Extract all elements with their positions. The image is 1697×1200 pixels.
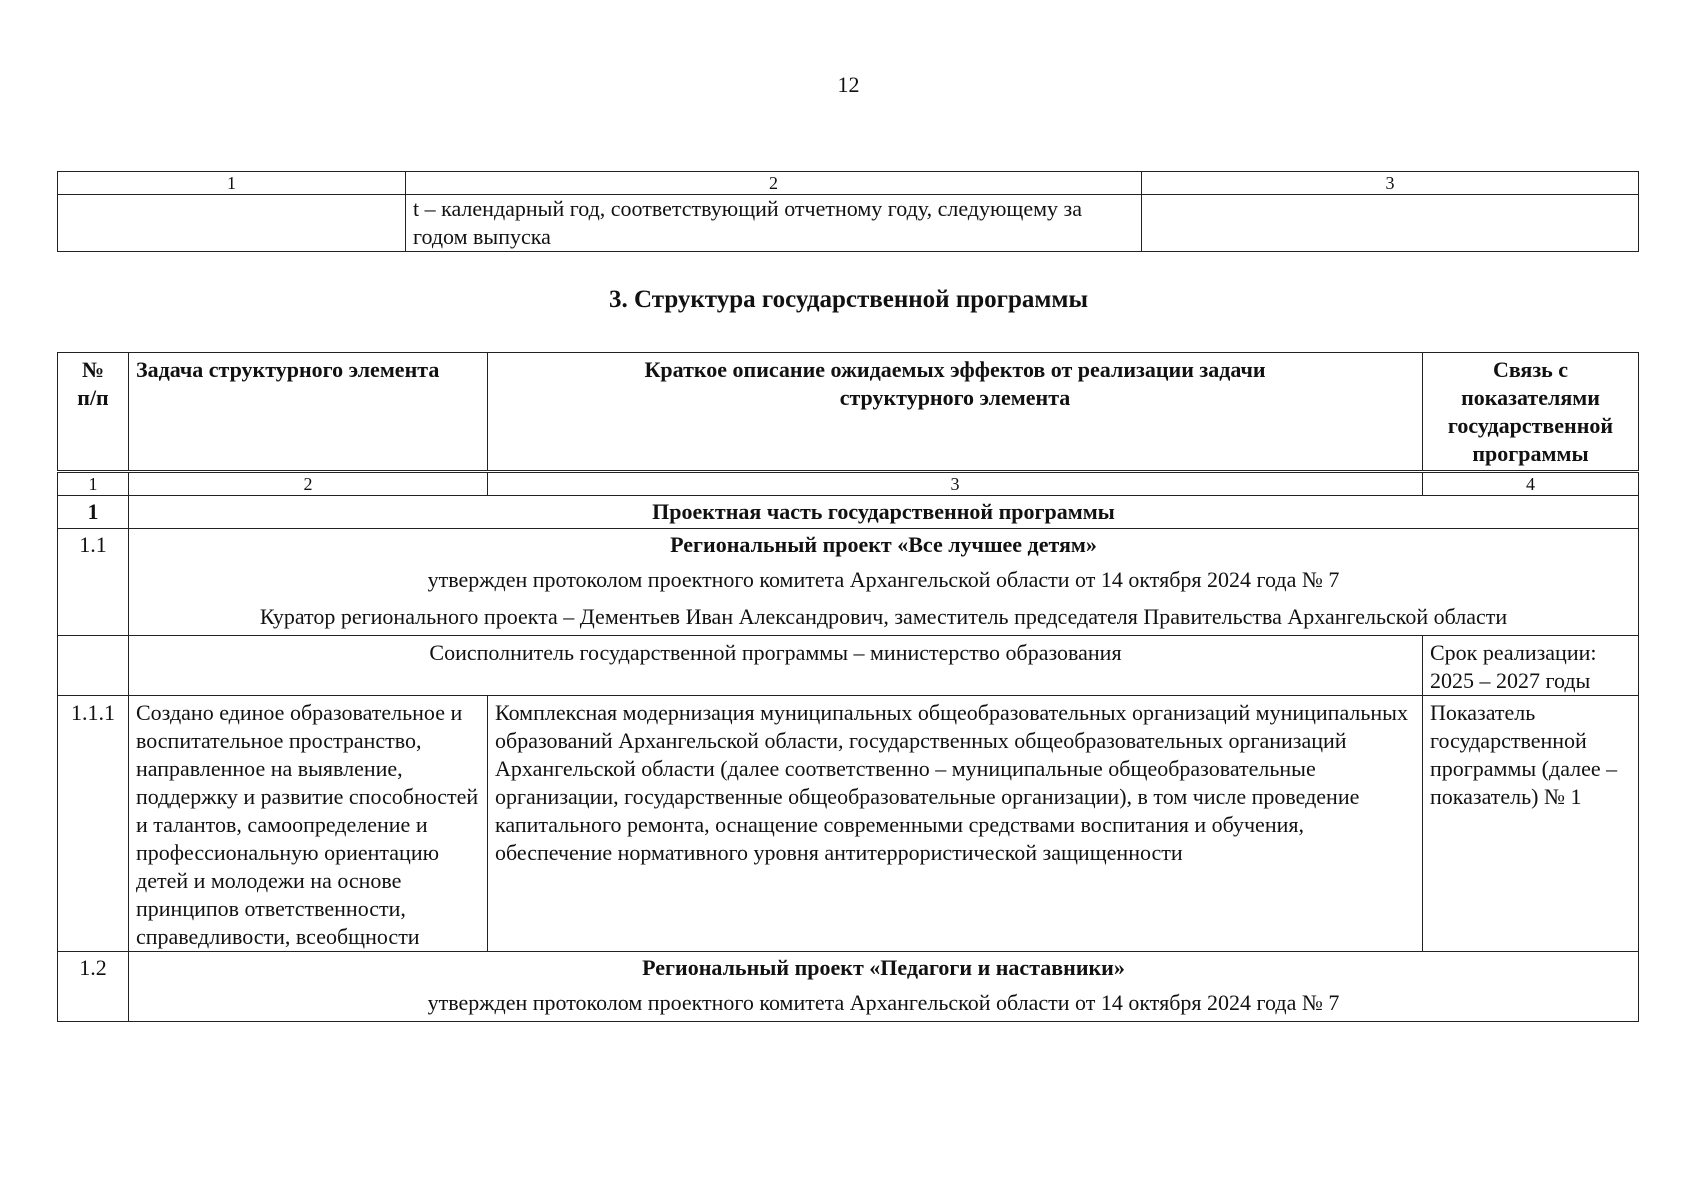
task-number: 1.1.1: [58, 696, 129, 952]
table-cell: [58, 195, 406, 252]
page-number: 12: [837, 72, 860, 97]
table-row: [58, 195, 1639, 252]
project-number: 1.1: [58, 529, 129, 636]
coexecutor: Соисполнитель государственной программы – министерство образования: [129, 636, 1423, 696]
col-number-2: 2: [406, 172, 1142, 195]
project-row-1-2: [58, 952, 1639, 1022]
coexecutor-row: [58, 636, 1639, 696]
part-number: 1: [58, 496, 129, 529]
project-row-1-1: [58, 529, 1639, 636]
col-number-1: 1: [58, 172, 406, 195]
task-effects: Комплексная модернизация муниципальных общеобразовательных организаций муниципальных образований Архангельской области, государственных общеобразовательных организаций Архангельской области (далее соответственно – муниципальные общеобразовательные организации, государственные общеобразовательные организации), в том числе проведение капитального ремонта, оснащение современными средствами воспитания и обучения, обеспечение нормативного уровня антитеррористической защищенности: [488, 696, 1423, 952]
table-cell: t – календарный год, соответствующий отчетному году, следующему за годом выпуска: [406, 195, 1142, 252]
column-number-row: [58, 172, 1639, 195]
project-approval: утвержден протоколом проектного комитета Архангельской области от 14 октября 2024 года № 7: [427, 990, 1340, 1015]
implementation-term: Срок реализации: 2025 – 2027 годы: [1423, 636, 1639, 696]
header-effects: Краткое описание ожидаемых эффектов от реализации задачи структурного элемента: [488, 353, 1423, 472]
col-number-2: 2: [129, 472, 488, 496]
col-number-3: 3: [488, 472, 1423, 496]
col-number-4: 4: [1423, 472, 1639, 496]
column-number-row: [58, 472, 1639, 496]
project-curator: Куратор регионального проекта – Дементьев Иван Александрович, заместитель председателя Правительства Архангельской области: [259, 604, 1508, 629]
project-cell: [129, 529, 1639, 636]
structure-table: [57, 352, 1639, 1022]
table-cell: [1142, 195, 1639, 252]
task-row-1-1-1: [58, 696, 1639, 952]
task-indicator: Показатель государственной программы (далее – показатель) № 1: [1423, 696, 1639, 952]
header-row: [58, 353, 1639, 472]
continuation-table: [57, 171, 1639, 252]
col-number-3: 3: [1142, 172, 1639, 195]
table-cell: [58, 636, 129, 696]
project-number: 1.2: [58, 952, 129, 1022]
section-title: 3. Структура государственной программы: [609, 286, 1088, 313]
project-cell: [129, 952, 1639, 1022]
col-number-1: 1: [58, 472, 129, 496]
project-title: Региональный проект «Педагоги и наставники»: [642, 955, 1125, 980]
header-number: № п/п: [58, 353, 129, 472]
part-row: [58, 496, 1639, 529]
header-task: Задача структурного элемента: [129, 353, 488, 472]
header-indicators: Связь с показателями государственной программы: [1423, 353, 1639, 472]
project-title: Региональный проект «Все лучшее детям»: [670, 532, 1097, 557]
part-title: Проектная часть государственной программы: [129, 496, 1639, 529]
task-description: Создано единое образовательное и воспитательное пространство, направленное на выявление, поддержку и развитие способностей и талантов, самоопределение и профессиональную ориентацию детей и молодежи на основе принципов ответственности, справедливости, всеобщности: [129, 696, 488, 952]
project-approval: утвержден протоколом проектного комитета Архангельской области от 14 октября 2024 года № 7: [427, 567, 1340, 592]
